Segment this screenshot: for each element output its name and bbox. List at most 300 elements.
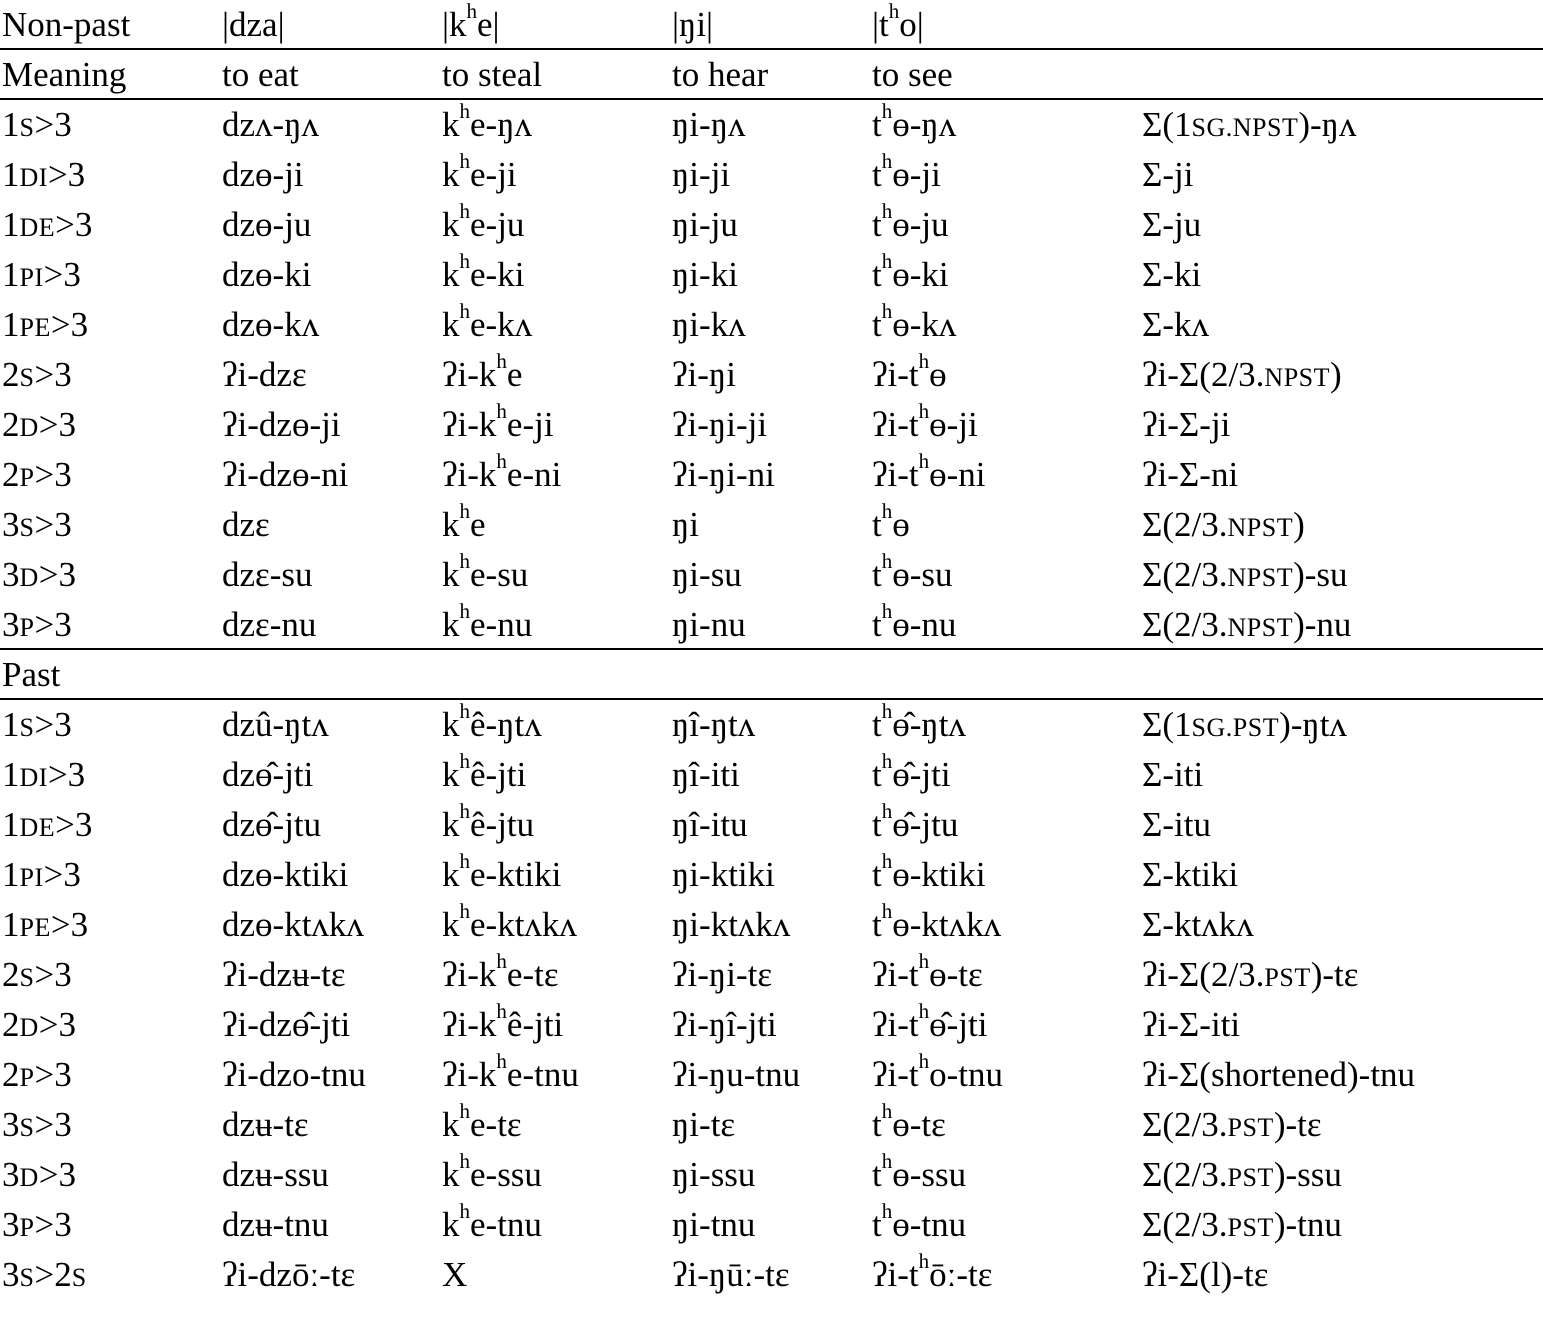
table-cell: Σ-ktiki — [1142, 855, 1239, 894]
smallcaps-gloss: S — [19, 713, 35, 742]
smallcaps-gloss: P — [19, 613, 35, 642]
text-segment: 1 — [2, 155, 20, 194]
text-segment: 2 — [2, 455, 20, 494]
table-row — [0, 1250, 1543, 1300]
text-segment: >3 — [38, 1005, 77, 1044]
table-cell: $t^hɵ$-tnu — [872, 1199, 967, 1244]
text-segment: 1 — [2, 855, 20, 894]
text-segment: >3 — [43, 255, 81, 294]
table-cell: $t^hɵ$-ktʌkʌ — [872, 899, 1002, 944]
smallcaps-gloss: NPST — [1227, 563, 1294, 592]
text-segment: >3 — [34, 705, 72, 744]
smallcaps-gloss: S — [19, 113, 35, 142]
table-cell: to hear — [672, 55, 769, 94]
table-cell: $t^hɵ̂$-jti — [872, 749, 951, 794]
text-segment: >3 — [50, 905, 89, 944]
text-segment: e-ji — [470, 155, 517, 194]
text-segment: k — [442, 755, 460, 794]
text-segment: 2 — [2, 955, 20, 994]
smallcaps-gloss: NPST — [1227, 613, 1294, 642]
table-cell: $ʔi-k^he$-tnu — [442, 1049, 579, 1094]
text-segment: ɵ-nu — [892, 605, 957, 644]
smallcaps-gloss: PE — [19, 913, 51, 942]
table-cell: $k^he-ju$ — [442, 199, 525, 244]
text-segment: >3 — [34, 505, 72, 544]
text-segment: k — [442, 855, 460, 894]
table-cell: $k^he-tɛ$ — [442, 1099, 522, 1144]
smallcaps-gloss: NPST — [1264, 363, 1330, 392]
text-segment: t — [872, 1155, 882, 1194]
text-segment: Σ(2/3. — [1142, 1205, 1228, 1244]
table-cell: $ʔi-k^he-ni$ — [442, 449, 562, 494]
table-row — [0, 1000, 1543, 1050]
table-cell — [2, 950, 72, 1003]
table-cell: ŋî-iti — [672, 755, 740, 794]
table-cell — [2, 500, 72, 553]
smallcaps-gloss: SG.PST — [1191, 713, 1280, 742]
table-cell: $k^he-ki$ — [442, 249, 525, 294]
text-segment: ʔi-t — [872, 1055, 919, 1094]
table-cell: Σ-ktʌkʌ — [1142, 905, 1254, 944]
text-segment: 1 — [2, 805, 20, 844]
text-segment: Σ(2/3. — [1142, 1155, 1228, 1194]
text-segment: ɵ-ktʌkʌ — [892, 905, 1002, 944]
text-segment: k — [442, 1205, 460, 1244]
table-cell: dzɵ̂-jti — [222, 755, 314, 794]
text-segment: k — [442, 255, 460, 294]
smallcaps-gloss: PST — [1227, 1213, 1274, 1242]
table-cell: ŋî-ŋtʌ — [672, 705, 756, 744]
text-segment: )-tɛ — [1310, 955, 1359, 994]
text-segment: t — [872, 155, 882, 194]
text-segment: ) — [1330, 355, 1342, 394]
table-cell: ŋi-ji — [672, 155, 731, 194]
table-cell — [2, 100, 72, 153]
smallcaps-gloss: PST — [1227, 1163, 1274, 1192]
text-segment: ɵ-kʌ — [892, 305, 957, 344]
table-cell: dzʉ-tɛ — [222, 1105, 309, 1144]
smallcaps-gloss: S — [19, 513, 35, 542]
text-segment: ɵ-tɛ — [929, 955, 983, 994]
table-cell: dzʉ-ssu — [222, 1155, 329, 1194]
table-row — [0, 950, 1543, 1000]
text-segment: >3 — [34, 105, 72, 144]
smallcaps-gloss: D — [19, 563, 39, 592]
table-cell: $ʔi-t^hōː-tɛ$ — [872, 1249, 993, 1294]
text-segment: e-kʌ — [470, 305, 533, 344]
table-cell: $ʔi-k^he-tɛ$ — [442, 949, 559, 994]
table-cell: ŋi — [672, 505, 700, 544]
table-cell — [2, 750, 85, 803]
table-row — [0, 1200, 1543, 1250]
text-segment: t — [872, 305, 882, 344]
text-segment: >3 — [34, 355, 72, 394]
table-cell — [1142, 600, 1351, 653]
smallcaps-gloss: PE — [19, 313, 51, 342]
text-segment: ê-ŋtʌ — [470, 705, 542, 744]
text-segment: t — [872, 505, 882, 544]
text-segment: 3 — [2, 1205, 20, 1244]
text-segment: k — [442, 105, 460, 144]
table-cell: ŋi-ktiki — [672, 855, 775, 894]
table-cell: ŋi-tnu — [672, 1205, 756, 1244]
table-cell: dzɵ-kʌ — [222, 305, 320, 344]
table-cell: ŋi-ktʌkʌ — [672, 905, 791, 944]
text-segment: 3 — [2, 555, 20, 594]
table-cell — [2, 800, 92, 853]
table-cell: $k^hê$-jti — [442, 749, 527, 794]
text-segment: 1 — [2, 205, 20, 244]
table-cell: $k^hê$-ŋtʌ — [442, 699, 542, 744]
smallcaps-gloss: DI — [19, 763, 48, 792]
table-cell — [2, 600, 72, 653]
table-cell: Σ-ji — [1142, 155, 1194, 194]
smallcaps-gloss: S — [19, 363, 35, 392]
table-row — [0, 500, 1543, 550]
text-segment: e-ji — [506, 405, 554, 444]
text-segment: >3 — [38, 405, 77, 444]
text-segment: 3 — [2, 1255, 20, 1294]
table-cell: $t^hɵ$-ktiki — [872, 849, 986, 894]
text-segment: Σ(2/3. — [1142, 605, 1228, 644]
text-segment: >3 — [38, 1155, 77, 1194]
table-cell — [2, 350, 72, 403]
table-row — [0, 150, 1543, 200]
table-cell — [2, 150, 85, 203]
text-segment: >3 — [34, 1055, 72, 1094]
table-cell: ŋi-ju — [672, 205, 738, 244]
text-segment: 2 — [2, 1055, 20, 1094]
text-segment: o-tnu — [929, 1055, 1004, 1094]
table-cell: $t^hɵ-kʌ$ — [872, 299, 957, 344]
text-segment: k — [442, 605, 460, 644]
text-segment: ɵ — [929, 355, 947, 394]
table-row — [0, 700, 1543, 750]
table-cell — [2, 300, 88, 353]
text-segment: ɵ̂-ŋtʌ — [892, 705, 966, 744]
text-segment: k — [442, 155, 460, 194]
table-cell: $k^he$-ktʌkʌ — [442, 899, 577, 944]
table-cell: Σ-ki — [1142, 255, 1202, 294]
table-cell: $k^he$-ssu — [442, 1149, 542, 1194]
table-cell — [2, 550, 76, 603]
smallcaps-gloss: D — [19, 1013, 39, 1042]
table-cell: $t^hɵ$-ssu — [872, 1149, 967, 1194]
smallcaps-gloss: S — [19, 1263, 35, 1292]
table-cell: $k^he-nu$ — [442, 599, 533, 644]
text-segment: ɵ-tɛ — [892, 1105, 946, 1144]
text-segment: k — [442, 205, 460, 244]
table-cell: ʔi-dzɵ-ji — [222, 405, 341, 444]
table-cell: ʔi-dzɵ-ni — [222, 455, 349, 494]
smallcaps-gloss: DE — [19, 213, 56, 242]
table-cell: $ʔi-k^he$ — [442, 349, 523, 394]
table-row — [0, 250, 1543, 300]
text-segment: t — [872, 805, 882, 844]
table-cell: dzɛ-su — [222, 555, 313, 594]
text-segment: ɵ-ji — [892, 155, 941, 194]
table-cell: $t^hɵ$ — [872, 499, 910, 544]
text-segment: |k — [442, 5, 467, 44]
text-segment: ʔi-k — [442, 455, 497, 494]
text-segment: e-ju — [470, 205, 525, 244]
table-cell — [1142, 1100, 1322, 1153]
table-cell: |ŋi| — [672, 5, 714, 44]
table-cell: dzʉ-tnu — [222, 1205, 329, 1244]
table-cell — [2, 250, 81, 303]
table-cell: dzʌ-ŋʌ — [222, 105, 320, 144]
text-segment: 3 — [2, 1155, 20, 1194]
smallcaps-gloss: DI — [19, 163, 48, 192]
text-segment: ê-jtu — [470, 805, 535, 844]
table-cell: $k^he$-ktiki — [442, 849, 562, 894]
table-cell: ʔi-Σ(l)-tɛ — [1142, 1255, 1269, 1294]
text-segment: 3 — [2, 1105, 20, 1144]
text-segment: ɵ — [892, 505, 910, 544]
text-segment: 2 — [2, 1005, 20, 1044]
smallcaps-gloss: S — [19, 1113, 35, 1142]
text-segment: e-ni — [506, 455, 562, 494]
text-segment: >2 — [34, 1255, 72, 1294]
table-cell: dzɵ-ji — [222, 155, 304, 194]
text-segment: e-ssu — [470, 1155, 542, 1194]
smallcaps-gloss: D — [19, 413, 39, 442]
text-segment: e-ŋʌ — [470, 105, 533, 144]
table-cell: Σ-iti — [1142, 755, 1204, 794]
table-cell: ŋi-tɛ — [672, 1105, 736, 1144]
text-segment: 1 — [2, 255, 20, 294]
text-segment: ê-jti — [470, 755, 527, 794]
text-segment: >3 — [34, 605, 72, 644]
table-cell: $ʔi-t^hɵ-tɛ$ — [872, 949, 983, 994]
table-cell — [1142, 1200, 1342, 1253]
table-row — [0, 650, 1543, 700]
text-segment: 1 — [2, 755, 20, 794]
text-segment: 1 — [2, 905, 20, 944]
text-segment: k — [442, 805, 460, 844]
table-cell: $k^he-kʌ$ — [442, 299, 533, 344]
table-cell: Meaning — [2, 55, 127, 94]
table-cell: X — [442, 1255, 468, 1294]
text-segment: o| — [899, 5, 924, 44]
table-cell: Σ-kʌ — [1142, 305, 1210, 344]
smallcaps-gloss: P — [19, 1063, 35, 1092]
text-segment: 2 — [2, 355, 20, 394]
table-cell: dzɛ — [222, 505, 270, 544]
smallcaps-gloss: P — [19, 463, 35, 492]
text-segment: e| — [477, 5, 500, 44]
text-segment: e-ki — [470, 255, 525, 294]
table-cell — [2, 700, 72, 753]
table-cell: $k^he$-tnu — [442, 1199, 542, 1244]
text-segment: Σ(2/3. — [1142, 505, 1228, 544]
table-cell — [2, 1100, 72, 1153]
table-cell: dzɵ-ju — [222, 205, 312, 244]
table-cell: $ʔi-t^hɵ̂$-jti — [872, 999, 988, 1044]
text-segment: )-tɛ — [1273, 1105, 1322, 1144]
table-cell: ŋi-ŋʌ — [672, 105, 746, 144]
table-cell: $|t^ho|$ — [872, 0, 924, 44]
table-row — [0, 1100, 1543, 1150]
text-segment: ʔi-t — [872, 355, 919, 394]
text-segment: )-ŋtʌ — [1279, 705, 1347, 744]
text-segment: e-ktiki — [470, 855, 562, 894]
table-cell: ʔi-ŋu-tnu — [672, 1055, 801, 1094]
table-cell — [2, 450, 72, 503]
table-row — [0, 1050, 1543, 1100]
table-cell: dzɵ-ktiki — [222, 855, 349, 894]
table-cell — [2, 1050, 72, 1103]
table-row — [0, 300, 1543, 350]
table-row — [0, 850, 1543, 900]
text-segment: t — [872, 905, 882, 944]
text-segment: )-nu — [1293, 605, 1352, 644]
table-cell: ʔi-ŋi-tɛ — [672, 955, 773, 994]
text-segment: ʔi-Σ(2/3. — [1142, 355, 1265, 394]
table-cell: $t^hɵ-nu$ — [872, 599, 957, 644]
text-segment: ʔi-Σ(2/3. — [1142, 955, 1265, 994]
table-cell: ʔi-dzɵ̂-jti — [222, 1005, 351, 1044]
smallcaps-gloss: DE — [19, 813, 56, 842]
table-cell: $k^he$ — [442, 499, 486, 544]
table-row — [0, 350, 1543, 400]
text-segment: t — [872, 855, 882, 894]
table-cell: $ʔi-t^ho$-tnu — [872, 1049, 1004, 1094]
table-cell: ʔi-ŋi — [672, 355, 736, 394]
table-cell: Past — [2, 655, 61, 694]
text-segment: 3 — [2, 505, 20, 544]
text-segment: ê-jti — [506, 1005, 564, 1044]
table-cell: ʔi-Σ-ji — [1142, 405, 1231, 444]
table-cell — [2, 850, 81, 903]
smallcaps-gloss: SG.NPST — [1191, 113, 1299, 142]
text-segment: ʔi-k — [442, 1005, 497, 1044]
text-segment: t — [872, 755, 882, 794]
text-segment: k — [442, 1155, 460, 1194]
table-cell: $ʔi-k^hê$-jti — [442, 999, 564, 1044]
table-cell: dzɵ̂-jtu — [222, 805, 322, 844]
table-row — [0, 0, 1543, 50]
table-row — [0, 800, 1543, 850]
smallcaps-gloss: S — [71, 1263, 87, 1292]
text-segment: e — [506, 355, 523, 394]
text-segment: >3 — [34, 1105, 72, 1144]
table-row — [0, 750, 1543, 800]
text-segment: t — [872, 705, 882, 744]
smallcaps-gloss: D — [19, 1163, 39, 1192]
table-cell — [2, 200, 92, 253]
text-segment: >3 — [47, 155, 86, 194]
text-segment: ʔi-k — [442, 955, 497, 994]
table-cell — [2, 400, 76, 453]
text-segment: ɵ-ssu — [892, 1155, 967, 1194]
table-row — [0, 450, 1543, 500]
table-cell — [1142, 700, 1347, 753]
table-cell: $t^hɵ̂$-ŋtʌ — [872, 699, 966, 744]
text-segment: >3 — [34, 455, 72, 494]
table-cell: ʔi-Σ(shortened)-tnu — [1142, 1055, 1416, 1094]
table-cell: ʔi-dzōː-tɛ — [222, 1255, 356, 1294]
table-cell: $t^hɵ-ŋʌ$ — [872, 99, 957, 144]
table-cell: ʔi-ŋi-ni — [672, 455, 775, 494]
text-segment: t — [872, 255, 882, 294]
text-segment: k — [442, 905, 460, 944]
table-cell: $ʔi-t^hɵ$ — [872, 349, 947, 394]
table-cell: ŋi-kʌ — [672, 305, 746, 344]
text-segment: >3 — [34, 955, 72, 994]
table-cell: ŋî-itu — [672, 805, 748, 844]
smallcaps-gloss: PST — [1227, 1113, 1274, 1142]
text-segment: ʔi-t — [872, 955, 919, 994]
table-cell: to see — [872, 55, 953, 94]
text-segment: ɵ-ju — [892, 205, 949, 244]
table-cell: ʔi-Σ-iti — [1142, 1005, 1241, 1044]
text-segment: ōː-tɛ — [929, 1255, 993, 1294]
table-row — [0, 50, 1543, 100]
table-cell: ŋi-ssu — [672, 1155, 756, 1194]
text-segment: t — [872, 205, 882, 244]
table-cell: dzɛ-nu — [222, 605, 317, 644]
table-cell — [1142, 1150, 1342, 1203]
table-row — [0, 600, 1543, 650]
text-segment: ɵ-ŋʌ — [892, 105, 957, 144]
table-cell — [2, 900, 88, 953]
text-segment: t — [872, 555, 882, 594]
text-segment: >3 — [50, 305, 89, 344]
table-cell: ʔi-Σ-ni — [1142, 455, 1239, 494]
text-segment: ɵ-ktiki — [892, 855, 986, 894]
text-segment: e — [470, 505, 486, 544]
smallcaps-gloss: P — [19, 1213, 35, 1242]
text-segment: ʔi-t — [872, 1255, 919, 1294]
table-row — [0, 1150, 1543, 1200]
text-segment: k — [442, 555, 460, 594]
table-cell: $ʔi-k^he-ji$ — [442, 399, 554, 444]
table-cell: dzû-ŋtʌ — [222, 705, 329, 744]
text-segment: >3 — [43, 855, 81, 894]
table-cell — [1142, 100, 1356, 153]
table-cell: ʔi-dzɛ — [222, 355, 307, 394]
table-cell: ʔi-ŋî-jti — [672, 1005, 777, 1044]
text-segment: |t — [872, 5, 889, 44]
text-segment: Σ(1 — [1142, 105, 1192, 144]
table-cell: $k^hê$-jtu — [442, 799, 535, 844]
table-cell — [2, 1000, 76, 1053]
table-cell: to steal — [442, 55, 543, 94]
text-segment: e-tnu — [470, 1205, 542, 1244]
text-segment: ɵ-ji — [929, 405, 978, 444]
text-segment: e-nu — [470, 605, 533, 644]
table-cell: ŋi-ki — [672, 255, 738, 294]
text-segment: ) — [1293, 505, 1305, 544]
table-cell: $t^hɵ-ji$ — [872, 149, 941, 194]
text-segment: 2 — [2, 405, 20, 444]
table-cell: $t^hɵ-tɛ$ — [872, 1099, 946, 1144]
table-row — [0, 200, 1543, 250]
text-segment: Σ(2/3. — [1142, 1105, 1228, 1144]
table-row — [0, 900, 1543, 950]
text-segment: )-su — [1293, 555, 1348, 594]
table-cell: $k^he-ji$ — [442, 149, 517, 194]
text-segment: t — [872, 605, 882, 644]
text-segment: ɵ-su — [892, 555, 953, 594]
table-cell: $k^he-ŋʌ$ — [442, 99, 533, 144]
text-segment: ʔi-t — [872, 1005, 919, 1044]
smallcaps-gloss: PI — [19, 263, 44, 292]
text-segment: >3 — [38, 555, 77, 594]
text-segment: )-ŋʌ — [1298, 105, 1357, 144]
text-segment: e-tnu — [506, 1055, 579, 1094]
